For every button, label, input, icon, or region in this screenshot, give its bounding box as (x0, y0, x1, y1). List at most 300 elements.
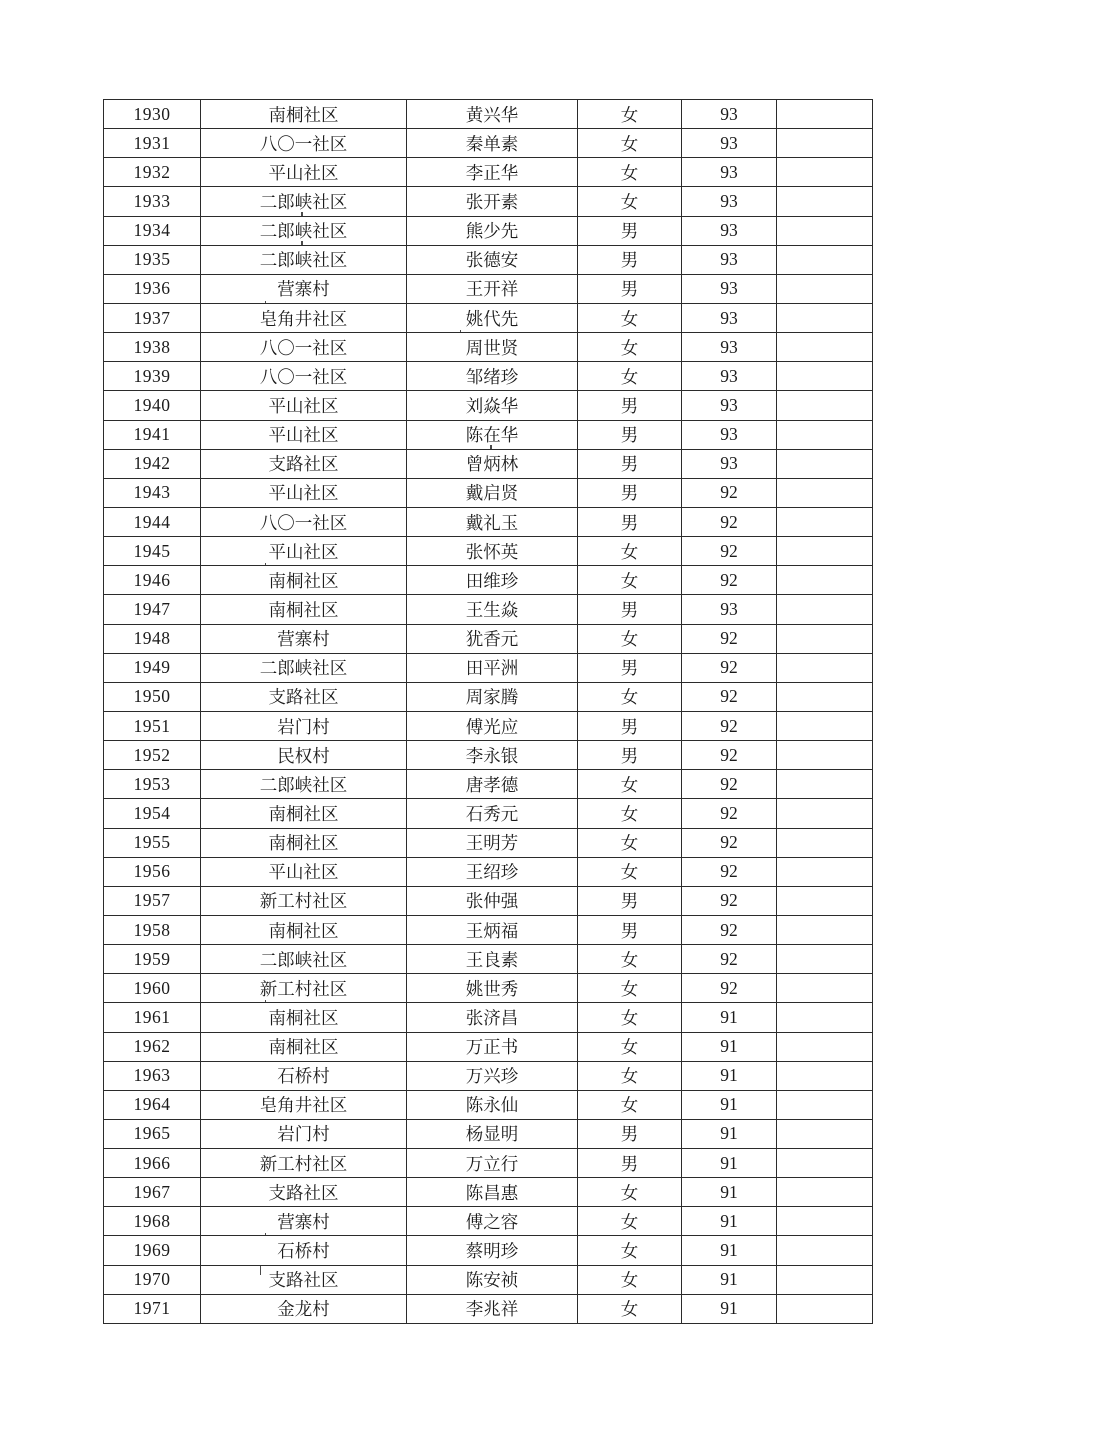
serial-cell: 1946 (104, 566, 201, 595)
empty-cell (777, 857, 873, 886)
serial-cell: 1949 (104, 653, 201, 682)
table-row (104, 158, 873, 187)
score-cell: 91 (682, 1090, 777, 1119)
score-cell: 93 (682, 187, 777, 216)
score-cell: 92 (682, 915, 777, 944)
person-name-cell: 熊少先 (407, 216, 578, 245)
gender-cell: 女 (578, 828, 682, 857)
empty-cell (777, 595, 873, 624)
table-row (104, 595, 873, 624)
empty-cell (777, 1061, 873, 1090)
gender-cell: 男 (578, 507, 682, 536)
resident-score-table (103, 99, 873, 1324)
empty-cell (777, 828, 873, 857)
gender-cell: 男 (578, 274, 682, 303)
empty-cell (777, 1119, 873, 1148)
person-name-cell: 黄兴华 (407, 100, 578, 129)
table-row (104, 274, 873, 303)
empty-cell (777, 158, 873, 187)
person-name-cell: 戴礼玉 (407, 507, 578, 536)
person-name-cell: 犹香元 (407, 624, 578, 653)
gender-cell: 女 (578, 100, 682, 129)
person-name-cell: 戴启贤 (407, 478, 578, 507)
community-cell: 皂角井社区 (201, 1090, 407, 1119)
table-row (104, 682, 873, 711)
person-name-cell: 邹绪珍 (407, 362, 578, 391)
gender-cell: 女 (578, 1090, 682, 1119)
serial-cell: 1966 (104, 1149, 201, 1178)
gender-cell: 女 (578, 537, 682, 566)
community-cell: 平山社区 (201, 158, 407, 187)
gender-cell: 女 (578, 158, 682, 187)
person-name-cell: 石秀元 (407, 799, 578, 828)
table-row (104, 1149, 873, 1178)
scan-artifact-mark (490, 445, 492, 450)
empty-cell (777, 1207, 873, 1236)
serial-cell: 1932 (104, 158, 201, 187)
person-name-cell: 曾炳林 (407, 449, 578, 478)
score-cell: 91 (682, 1119, 777, 1148)
serial-cell: 1939 (104, 362, 201, 391)
empty-cell (777, 478, 873, 507)
serial-cell: 1971 (104, 1294, 201, 1323)
community-cell: 支路社区 (201, 682, 407, 711)
gender-cell: 男 (578, 741, 682, 770)
community-cell: 支路社区 (201, 449, 407, 478)
empty-cell (777, 770, 873, 799)
empty-cell (777, 100, 873, 129)
score-cell: 92 (682, 566, 777, 595)
gender-cell: 男 (578, 245, 682, 274)
table-row (104, 1090, 873, 1119)
person-name-cell: 刘焱华 (407, 391, 578, 420)
serial-cell: 1963 (104, 1061, 201, 1090)
community-cell: 金龙村 (201, 1294, 407, 1323)
table-row (104, 303, 873, 332)
table-row (104, 974, 873, 1003)
score-cell: 93 (682, 391, 777, 420)
person-name-cell: 周世贤 (407, 333, 578, 362)
gender-cell: 女 (578, 1265, 682, 1294)
score-cell: 92 (682, 974, 777, 1003)
score-cell: 93 (682, 158, 777, 187)
table-row (104, 1236, 873, 1265)
table-row (104, 828, 873, 857)
gender-cell: 男 (578, 391, 682, 420)
community-cell: 岩门村 (201, 1119, 407, 1148)
empty-cell (777, 1236, 873, 1265)
community-cell: 民权村 (201, 741, 407, 770)
gender-cell: 女 (578, 566, 682, 595)
community-cell: 二郎峡社区 (201, 245, 407, 274)
serial-cell: 1934 (104, 216, 201, 245)
serial-cell: 1937 (104, 303, 201, 332)
serial-cell: 1938 (104, 333, 201, 362)
community-cell: 南桐社区 (201, 100, 407, 129)
community-cell: 石桥村 (201, 1236, 407, 1265)
empty-cell (777, 653, 873, 682)
table-row (104, 537, 873, 566)
community-cell: 支路社区 (201, 1265, 407, 1294)
gender-cell: 男 (578, 1119, 682, 1148)
gender-cell: 男 (578, 1149, 682, 1178)
person-name-cell: 张德安 (407, 245, 578, 274)
score-cell: 92 (682, 828, 777, 857)
gender-cell: 男 (578, 711, 682, 740)
community-cell: 二郎峡社区 (201, 187, 407, 216)
score-cell: 93 (682, 303, 777, 332)
table-row (104, 1265, 873, 1294)
table-row (104, 478, 873, 507)
community-cell: 二郎峡社区 (201, 945, 407, 974)
person-name-cell: 李永银 (407, 741, 578, 770)
community-cell: 支路社区 (201, 1178, 407, 1207)
score-cell: 93 (682, 100, 777, 129)
serial-cell: 1947 (104, 595, 201, 624)
community-cell: 石桥村 (201, 1061, 407, 1090)
serial-cell: 1970 (104, 1265, 201, 1294)
community-cell: 八〇一社区 (201, 362, 407, 391)
community-cell: 平山社区 (201, 478, 407, 507)
person-name-cell: 王绍珍 (407, 857, 578, 886)
empty-cell (777, 915, 873, 944)
empty-cell (777, 391, 873, 420)
table-row (104, 770, 873, 799)
person-name-cell: 陈昌惠 (407, 1178, 578, 1207)
score-cell: 92 (682, 945, 777, 974)
empty-cell (777, 1265, 873, 1294)
empty-cell (777, 1090, 873, 1119)
empty-cell (777, 507, 873, 536)
serial-cell: 1959 (104, 945, 201, 974)
person-name-cell: 傅光应 (407, 711, 578, 740)
person-name-cell: 田维珍 (407, 566, 578, 595)
empty-cell (777, 886, 873, 915)
gender-cell: 女 (578, 1236, 682, 1265)
serial-cell: 1931 (104, 129, 201, 158)
gender-cell: 女 (578, 187, 682, 216)
table-row (104, 420, 873, 449)
scan-artifact-mark (301, 241, 303, 246)
person-name-cell: 王明芳 (407, 828, 578, 857)
empty-cell (777, 129, 873, 158)
community-cell: 八〇一社区 (201, 507, 407, 536)
serial-cell: 1967 (104, 1178, 201, 1207)
community-cell: 南桐社区 (201, 1003, 407, 1032)
score-cell: 93 (682, 274, 777, 303)
gender-cell: 女 (578, 624, 682, 653)
community-cell: 八〇一社区 (201, 129, 407, 158)
person-name-cell: 万立行 (407, 1149, 578, 1178)
gender-cell: 男 (578, 595, 682, 624)
score-cell: 92 (682, 507, 777, 536)
score-cell: 92 (682, 682, 777, 711)
table-row (104, 1061, 873, 1090)
table-row (104, 799, 873, 828)
scan-artifact-mark (301, 212, 303, 217)
serial-cell: 1952 (104, 741, 201, 770)
empty-cell (777, 1294, 873, 1323)
gender-cell: 男 (578, 449, 682, 478)
community-cell: 新工村社区 (201, 1149, 407, 1178)
table-row (104, 915, 873, 944)
table-row (104, 886, 873, 915)
table-row (104, 624, 873, 653)
table-row (104, 362, 873, 391)
person-name-cell: 唐孝德 (407, 770, 578, 799)
person-name-cell: 张怀英 (407, 537, 578, 566)
table-body (104, 100, 873, 1324)
gender-cell: 男 (578, 653, 682, 682)
score-cell: 91 (682, 1149, 777, 1178)
person-name-cell: 王良素 (407, 945, 578, 974)
gender-cell: 女 (578, 974, 682, 1003)
empty-cell (777, 741, 873, 770)
person-name-cell: 张仲强 (407, 886, 578, 915)
score-cell: 92 (682, 857, 777, 886)
table-row (104, 945, 873, 974)
community-cell: 营寨村 (201, 624, 407, 653)
score-cell: 91 (682, 1236, 777, 1265)
score-cell: 93 (682, 595, 777, 624)
serial-cell: 1968 (104, 1207, 201, 1236)
empty-cell (777, 682, 873, 711)
gender-cell: 女 (578, 682, 682, 711)
gender-cell: 女 (578, 1178, 682, 1207)
table-row (104, 1294, 873, 1323)
table-row (104, 566, 873, 595)
community-cell: 新工村社区 (201, 886, 407, 915)
table-row (104, 187, 873, 216)
table-row (104, 1032, 873, 1061)
person-name-cell: 蔡明珍 (407, 1236, 578, 1265)
serial-cell: 1935 (104, 245, 201, 274)
score-cell: 92 (682, 770, 777, 799)
score-cell: 91 (682, 1178, 777, 1207)
community-cell: 平山社区 (201, 537, 407, 566)
score-cell: 93 (682, 129, 777, 158)
empty-cell (777, 799, 873, 828)
serial-cell: 1957 (104, 886, 201, 915)
community-cell: 南桐社区 (201, 595, 407, 624)
empty-cell (777, 216, 873, 245)
table-row (104, 857, 873, 886)
table-row (104, 1207, 873, 1236)
serial-cell: 1965 (104, 1119, 201, 1148)
score-cell: 91 (682, 1265, 777, 1294)
serial-cell: 1936 (104, 274, 201, 303)
serial-cell: 1961 (104, 1003, 201, 1032)
community-cell: 二郎峡社区 (201, 653, 407, 682)
table-row (104, 653, 873, 682)
serial-cell: 1964 (104, 1090, 201, 1119)
gender-cell: 女 (578, 1032, 682, 1061)
person-name-cell: 万兴珍 (407, 1061, 578, 1090)
person-name-cell: 姚世秀 (407, 974, 578, 1003)
empty-cell (777, 362, 873, 391)
person-name-cell: 张开素 (407, 187, 578, 216)
gender-cell: 男 (578, 886, 682, 915)
serial-cell: 1930 (104, 100, 201, 129)
score-cell: 93 (682, 362, 777, 391)
score-cell: 92 (682, 537, 777, 566)
serial-cell: 1948 (104, 624, 201, 653)
serial-cell: 1950 (104, 682, 201, 711)
empty-cell (777, 1149, 873, 1178)
empty-cell (777, 566, 873, 595)
score-cell: 91 (682, 1294, 777, 1323)
empty-cell (777, 711, 873, 740)
gender-cell: 女 (578, 770, 682, 799)
scan-artifact-mark (260, 1265, 261, 1275)
person-name-cell: 万正书 (407, 1032, 578, 1061)
empty-cell (777, 1003, 873, 1032)
score-cell: 93 (682, 449, 777, 478)
empty-cell (777, 333, 873, 362)
gender-cell: 女 (578, 1003, 682, 1032)
score-cell: 92 (682, 886, 777, 915)
community-cell: 八〇一社区 (201, 333, 407, 362)
empty-cell (777, 303, 873, 332)
community-cell: 平山社区 (201, 420, 407, 449)
score-cell: 92 (682, 741, 777, 770)
serial-cell: 1941 (104, 420, 201, 449)
community-cell: 南桐社区 (201, 828, 407, 857)
gender-cell: 女 (578, 129, 682, 158)
empty-cell (777, 1178, 873, 1207)
person-name-cell: 秦单素 (407, 129, 578, 158)
community-cell: 皂角井社区 (201, 303, 407, 332)
score-cell: 91 (682, 1003, 777, 1032)
person-name-cell: 李兆祥 (407, 1294, 578, 1323)
gender-cell: 男 (578, 915, 682, 944)
serial-cell: 1945 (104, 537, 201, 566)
serial-cell: 1956 (104, 857, 201, 886)
serial-cell: 1942 (104, 449, 201, 478)
person-name-cell: 王炳福 (407, 915, 578, 944)
score-cell: 92 (682, 624, 777, 653)
serial-cell: 1940 (104, 391, 201, 420)
serial-cell: 1958 (104, 915, 201, 944)
community-cell: 岩门村 (201, 711, 407, 740)
gender-cell: 男 (578, 420, 682, 449)
table-row (104, 391, 873, 420)
table-row (104, 245, 873, 274)
gender-cell: 女 (578, 303, 682, 332)
serial-cell: 1955 (104, 828, 201, 857)
gender-cell: 女 (578, 1294, 682, 1323)
empty-cell (777, 274, 873, 303)
person-name-cell: 陈安祯 (407, 1265, 578, 1294)
gender-cell: 女 (578, 1061, 682, 1090)
score-cell: 93 (682, 420, 777, 449)
empty-cell (777, 245, 873, 274)
person-name-cell: 傅之容 (407, 1207, 578, 1236)
serial-cell: 1969 (104, 1236, 201, 1265)
person-name-cell: 杨显明 (407, 1119, 578, 1148)
serial-cell: 1962 (104, 1032, 201, 1061)
person-name-cell: 李正华 (407, 158, 578, 187)
table-row (104, 507, 873, 536)
table-row (104, 1178, 873, 1207)
community-cell: 南桐社区 (201, 1032, 407, 1061)
community-cell: 营寨村 (201, 274, 407, 303)
table-row (104, 333, 873, 362)
empty-cell (777, 187, 873, 216)
community-cell: 南桐社区 (201, 915, 407, 944)
score-cell: 91 (682, 1061, 777, 1090)
serial-cell: 1960 (104, 974, 201, 1003)
gender-cell: 男 (578, 478, 682, 507)
table-row (104, 129, 873, 158)
empty-cell (777, 1032, 873, 1061)
community-cell: 南桐社区 (201, 566, 407, 595)
community-cell: 平山社区 (201, 857, 407, 886)
serial-cell: 1953 (104, 770, 201, 799)
serial-cell: 1944 (104, 507, 201, 536)
gender-cell: 女 (578, 799, 682, 828)
score-cell: 91 (682, 1207, 777, 1236)
person-name-cell: 周家腾 (407, 682, 578, 711)
community-cell: 南桐社区 (201, 799, 407, 828)
table-row (104, 1003, 873, 1032)
community-cell: 二郎峡社区 (201, 770, 407, 799)
score-cell: 91 (682, 1032, 777, 1061)
serial-cell: 1933 (104, 187, 201, 216)
table-row (104, 216, 873, 245)
score-cell: 93 (682, 245, 777, 274)
serial-cell: 1951 (104, 711, 201, 740)
person-name-cell: 姚代先 (407, 303, 578, 332)
score-cell: 92 (682, 653, 777, 682)
person-name-cell: 王生焱 (407, 595, 578, 624)
community-cell: 二郎峡社区 (201, 216, 407, 245)
empty-cell (777, 449, 873, 478)
table-row (104, 741, 873, 770)
gender-cell: 女 (578, 857, 682, 886)
empty-cell (777, 420, 873, 449)
table-row (104, 1119, 873, 1148)
community-cell: 新工村社区 (201, 974, 407, 1003)
gender-cell: 女 (578, 1207, 682, 1236)
person-name-cell: 陈在华 (407, 420, 578, 449)
person-name-cell: 张济昌 (407, 1003, 578, 1032)
empty-cell (777, 624, 873, 653)
score-cell: 93 (682, 216, 777, 245)
gender-cell: 男 (578, 216, 682, 245)
table-row (104, 449, 873, 478)
score-cell: 92 (682, 711, 777, 740)
score-cell: 92 (682, 799, 777, 828)
empty-cell (777, 945, 873, 974)
community-cell: 平山社区 (201, 391, 407, 420)
table-row (104, 100, 873, 129)
serial-cell: 1943 (104, 478, 201, 507)
score-cell: 93 (682, 333, 777, 362)
gender-cell: 女 (578, 333, 682, 362)
community-cell: 营寨村 (201, 1207, 407, 1236)
score-cell: 92 (682, 478, 777, 507)
table-row (104, 711, 873, 740)
person-name-cell: 王开祥 (407, 274, 578, 303)
person-name-cell: 陈永仙 (407, 1090, 578, 1119)
serial-cell: 1954 (104, 799, 201, 828)
empty-cell (777, 974, 873, 1003)
gender-cell: 女 (578, 362, 682, 391)
person-name-cell: 田平洲 (407, 653, 578, 682)
gender-cell: 女 (578, 945, 682, 974)
empty-cell (777, 537, 873, 566)
